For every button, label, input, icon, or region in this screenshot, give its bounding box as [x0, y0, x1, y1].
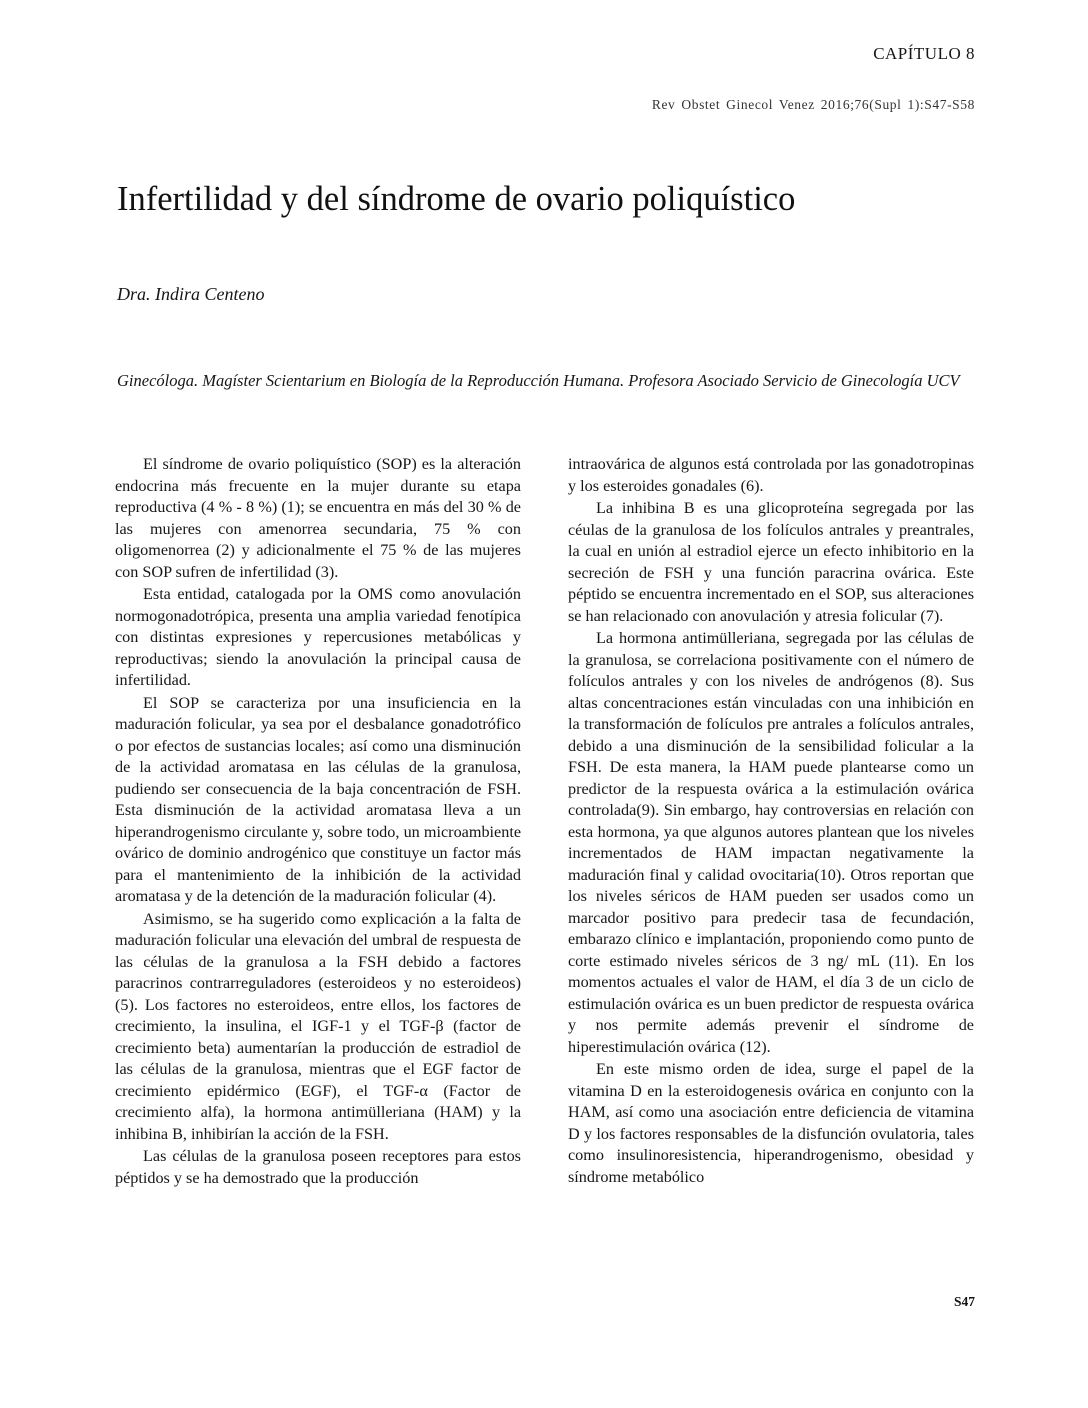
- paragraph: El síndrome de ovario poliquístico (SOP) es la alteración endocrina más frecuente en la mujer durante su etapa reproductiva (4 % - 8 %) (1); se encuentra en más del 30 % de las mujeres con amenorrea secundaria, 75 % con oligomenorrea (2) y adicionalmente el 75 % de las mujeres con SOP sufren de infertilidad (3).: [115, 455, 521, 581]
- author-name: Dra. Indira Centeno: [117, 284, 265, 304]
- author-affiliation: Ginecóloga. Magíster Scientarium en Biología de la Reproducción Humana. Profesora Asociado Servicio de Ginecología UCV: [117, 371, 960, 390]
- paragraph: Asimismo, se ha sugerido como explicación a la falta de maduración folicular una elevación del umbral de respuesta de las células de la granulosa a la FSH debido a factores paracrinos contrarreguladores (esteroideos y no esteroideos) (5). Los factores no esteroideos, entre ellos, los factores de crecimiento, la insulina, el IGF-1 y el TGF-β (factor de crecimiento beta) aumentarían la producción de estradiol de las células de la granulosa, mientras que el EGF factor de crecimiento epidérmico (EGF), el TGF-α (Factor de crecimiento alfa), la hormona antimülleriana (HAM) y la inhibina B, inhibirían la acción de la FSH.: [115, 909, 521, 1143]
- page-number: S47: [953, 1294, 975, 1309]
- paragraph: Las células de la granulosa poseen receptores para estos péptidos y se ha demostrado que la producción: [115, 1147, 521, 1187]
- right-column: [568, 454, 974, 1189]
- chapter-label: CAPÍTULO 8: [873, 44, 975, 63]
- paragraph: En este mismo orden de idea, surge el papel de la vitamina D en la esteroidogenesis ovárica en conjunto con la HAM, así como una asociación entre deficiencia de vitamina D y los factores responsables de la disfunción ovulatoria, tales como insulinoresistencia, hiperandrogenismo, obesidad y síndrome metabólico: [568, 1060, 974, 1186]
- paragraph: La hormona antimülleriana, segregada por las células de la granulosa, se correlaciona positivamente con el número de folículos antrales y con los niveles de andrógenos (8). Sus altas concentraciones están vinculadas con una inhibición en la transformación de folículos pre antrales a folículos antrales, debido a una disminución de la sensibilidad folicular a la FSH. De esta manera, la HAM puede plantearse como un predictor de la respuesta ovárica a la estimulación ovárica controlada(9). Sin embargo, hay controversias en relación con esta hormona, ya que algunos autores plantean que los niveles incrementados de HAM impactan negativamente la maduración final y calidad ovocitaria(10). Otros reportan que los niveles séricos de HAM pueden ser usados como un marcador positivo para predecir tasa de fecundación, embarazo clínico e implantación, proponiendo como punto de corte estimado niveles séricos de 3 ng/ mL (11). En los momentos actuales el valor de HAM, el día 3 de un ciclo de estimulación ovárica es un buen predictor de respuesta ovárica y nos permite además prevenir el síndrome de hiperestimulación ovárica (12).: [568, 629, 974, 1056]
- paragraph: Esta entidad, catalogada por la OMS como anovulación normogonadotrópica, presenta una amplia variedad fenotípica con distintas expresiones y repercusiones metabólicas y reproductivas; siendo la anovulación la principal causa de infertilidad.: [115, 585, 521, 689]
- paragraph: El SOP se caracteriza por una insuficiencia en la maduración folicular, ya sea por el desbalance gonadotrófico o por efectos de sustancias locales; así como una disminución de la actividad aromatasa en las células de la granulosa, pudiendo ser consecuencia de la baja concentración de FSH. Esta disminución de la actividad aromatasa lleva a un hiperandrogenismo circulante y, sobre todo, un microambiente ovárico de dominio androgénico que constituye un factor más para el mantenimiento de la inhibición de la actividad aromatasa y de la detención de la maduración folicular (4).: [115, 693, 521, 905]
- journal-citation: Rev Obstet Ginecol Venez 2016;76(Supl 1):S47-S58: [651, 97, 975, 112]
- left-column: [115, 454, 521, 1190]
- article-title: Infertilidad y del síndrome de ovario poliquístico: [117, 180, 796, 218]
- paragraph-continuation: intraovárica de algunos está controlada por las gonadotropinas y los esteroides gonadales (6).: [568, 455, 974, 495]
- paragraph: La inhibina B es una glicoproteína segregada por las céulas de la granulosa de los folículos antrales y preantrales, la cual en unión al estradiol ejerce un efecto inhibitorio en la secreción de FSH y una función paracrina ovárica. Este péptido se encuentra incrementado en el SOP, sus alteraciones se han relacionado con anovulación y atresia folicular (7).: [568, 499, 974, 625]
